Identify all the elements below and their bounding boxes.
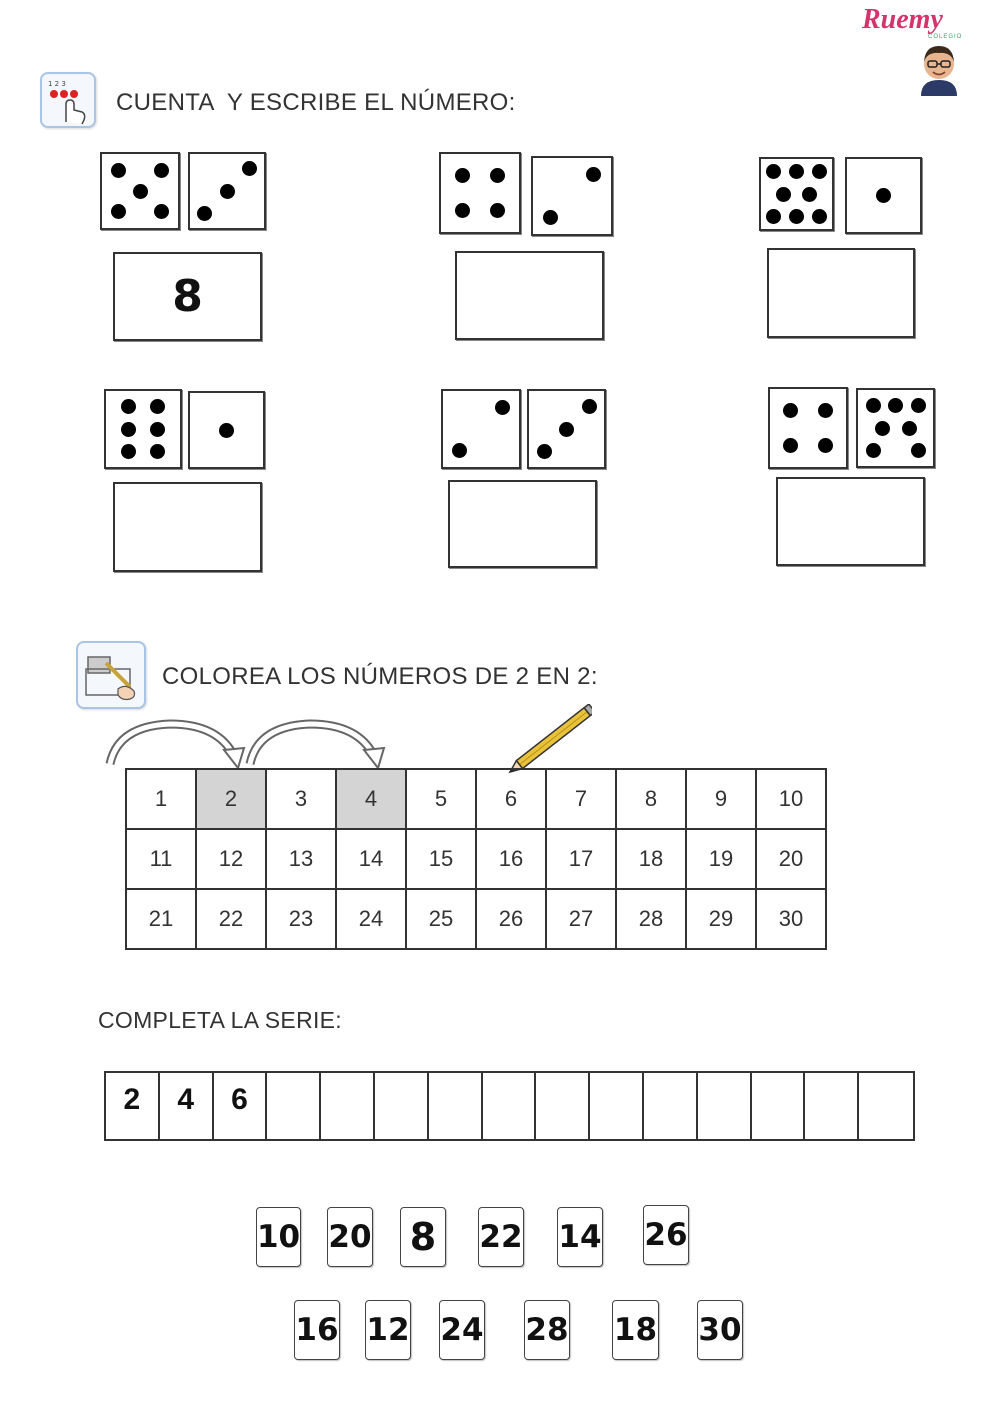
grid-cell[interactable]: 28 (616, 889, 686, 949)
grid-cell[interactable]: 13 (266, 829, 336, 889)
die-pip (490, 168, 505, 183)
number-option-tile[interactable]: 14 (557, 1207, 603, 1267)
series-cell[interactable] (536, 1073, 590, 1139)
section-title-series: COMPLETA LA SERIE: (98, 1007, 343, 1033)
series-cell[interactable] (267, 1073, 321, 1139)
counting-fingers-icon (40, 72, 96, 128)
die (768, 387, 848, 469)
teacher-avatar (915, 38, 963, 98)
die-pip (866, 398, 881, 413)
die-pip (559, 422, 574, 437)
grid-cell[interactable]: 18 (616, 829, 686, 889)
grid-cell[interactable]: 16 (476, 829, 546, 889)
series-cell[interactable] (321, 1073, 375, 1139)
series-cell[interactable] (644, 1073, 698, 1139)
number-option-tile[interactable]: 28 (524, 1300, 570, 1360)
die-pip (150, 399, 165, 414)
grid-cell[interactable]: 9 (686, 769, 756, 829)
die (441, 389, 521, 469)
answer-box[interactable] (776, 477, 925, 566)
die-pip (111, 163, 126, 178)
die-pip (586, 167, 601, 182)
number-option-tile[interactable]: 22 (478, 1207, 524, 1267)
hand-coloring-icon (76, 641, 146, 709)
number-option-tile[interactable]: 12 (365, 1300, 411, 1360)
jump-arrows (100, 712, 400, 772)
grid-cell[interactable]: 1 (126, 769, 196, 829)
die-pip (812, 164, 827, 179)
die-pip (154, 204, 169, 219)
die-pip (242, 161, 257, 176)
answer-box[interactable] (113, 482, 262, 572)
series-row (104, 1071, 915, 1141)
die-pip (150, 444, 165, 459)
number-option-tile[interactable]: 20 (327, 1207, 373, 1267)
grid-cell[interactable]: 19 (686, 829, 756, 889)
die-pip (197, 206, 212, 221)
number-option-tile[interactable]: 24 (439, 1300, 485, 1360)
number-option-tile[interactable]: 16 (294, 1300, 340, 1360)
series-cell[interactable] (375, 1073, 429, 1139)
series-cell[interactable] (752, 1073, 806, 1139)
number-option-tile[interactable]: 10 (256, 1207, 301, 1267)
grid-cell[interactable]: 7 (546, 769, 616, 829)
grid-cell[interactable]: 29 (686, 889, 756, 949)
series-cell[interactable] (590, 1073, 644, 1139)
grid-cell[interactable]: 5 (406, 769, 476, 829)
die-pip (121, 444, 136, 459)
die-pip (495, 400, 510, 415)
die (531, 156, 613, 236)
die (439, 152, 521, 234)
grid-cell[interactable]: 10 (756, 769, 826, 829)
die (845, 157, 922, 234)
answer-box[interactable] (448, 480, 597, 568)
section-title-color: COLOREA LOS NÚMEROS DE 2 EN 2: (162, 663, 598, 690)
die-pip (543, 210, 558, 225)
die (104, 389, 182, 469)
die-pip (490, 203, 505, 218)
series-cell[interactable] (805, 1073, 859, 1139)
grid-cell[interactable]: 30 (756, 889, 826, 949)
section-title-count: CUENTA Y ESCRIBE EL NÚMERO: (116, 89, 516, 116)
die-pip (783, 403, 798, 418)
die-pip (866, 443, 881, 458)
series-cell[interactable] (859, 1073, 913, 1139)
number-option-tile[interactable]: 18 (612, 1300, 659, 1360)
die-pip (902, 421, 917, 436)
series-cell[interactable]: 6 (214, 1073, 268, 1139)
grid-cell[interactable]: 21 (126, 889, 196, 949)
die-pip (911, 443, 926, 458)
number-grid (125, 768, 827, 950)
die-pip (789, 209, 804, 224)
die-pip (888, 398, 903, 413)
grid-cell[interactable]: 24 (336, 889, 406, 949)
die-pip (582, 399, 597, 414)
die-pip (121, 422, 136, 437)
die-pip (875, 421, 890, 436)
die (188, 152, 266, 230)
number-option-tile[interactable]: 26 (643, 1205, 689, 1265)
grid-cell[interactable]: 6 (476, 769, 546, 829)
die-pip (537, 444, 552, 459)
school-logo: Ruemy (862, 4, 943, 35)
die-pip (783, 438, 798, 453)
series-cell[interactable] (483, 1073, 537, 1139)
die (188, 391, 265, 469)
svg-text:1 2 3: 1 2 3 (48, 80, 66, 88)
die-pip (150, 422, 165, 437)
die-pip (455, 168, 470, 183)
die-pip (133, 184, 148, 199)
die-pip (455, 203, 470, 218)
grid-cell[interactable]: 3 (266, 769, 336, 829)
grid-cell[interactable]: 12 (196, 829, 266, 889)
series-cell[interactable] (698, 1073, 752, 1139)
grid-cell[interactable]: 23 (266, 889, 336, 949)
die-pip (911, 398, 926, 413)
die-pip (818, 438, 833, 453)
die-pip (766, 209, 781, 224)
number-option-tile[interactable]: 30 (697, 1300, 743, 1360)
die-pip (818, 403, 833, 418)
die-pip (802, 187, 817, 202)
die (100, 152, 180, 230)
die-pip (219, 423, 234, 438)
series-cell[interactable] (429, 1073, 483, 1139)
die-pip (121, 399, 136, 414)
die (759, 157, 834, 231)
grid-cell[interactable]: 14 (336, 829, 406, 889)
die-pip (789, 164, 804, 179)
die (856, 388, 935, 468)
number-option-tile[interactable]: 8 (400, 1207, 446, 1267)
grid-cell[interactable]: 4 (336, 769, 406, 829)
series-cell[interactable]: 2 (106, 1073, 160, 1139)
die-pip (452, 443, 467, 458)
grid-cell[interactable]: 11 (126, 829, 196, 889)
grid-cell[interactable]: 20 (756, 829, 826, 889)
pencil-icon (500, 704, 592, 776)
grid-row (126, 889, 826, 949)
grid-cell[interactable]: 27 (546, 889, 616, 949)
grid-row (126, 829, 826, 889)
die-pip (111, 204, 126, 219)
die-pip (776, 187, 791, 202)
grid-cell[interactable]: 2 (196, 769, 266, 829)
answer-box[interactable]: 8 (113, 252, 262, 341)
series-cell[interactable]: 4 (160, 1073, 214, 1139)
die (527, 389, 606, 469)
school-logo-subtext: COLEGIO (928, 34, 963, 40)
die-pip (812, 209, 827, 224)
die-pip (220, 184, 235, 199)
grid-cell[interactable]: 17 (546, 829, 616, 889)
grid-cell[interactable]: 15 (406, 829, 476, 889)
die-pip (876, 188, 891, 203)
answer-box[interactable] (455, 251, 604, 340)
grid-row (126, 769, 826, 829)
die-pip (154, 163, 169, 178)
grid-cell[interactable]: 26 (476, 889, 546, 949)
answer-box[interactable] (767, 248, 915, 338)
die-pip (766, 164, 781, 179)
grid-cell[interactable]: 25 (406, 889, 476, 949)
grid-cell[interactable]: 22 (196, 889, 266, 949)
grid-cell[interactable]: 8 (616, 769, 686, 829)
